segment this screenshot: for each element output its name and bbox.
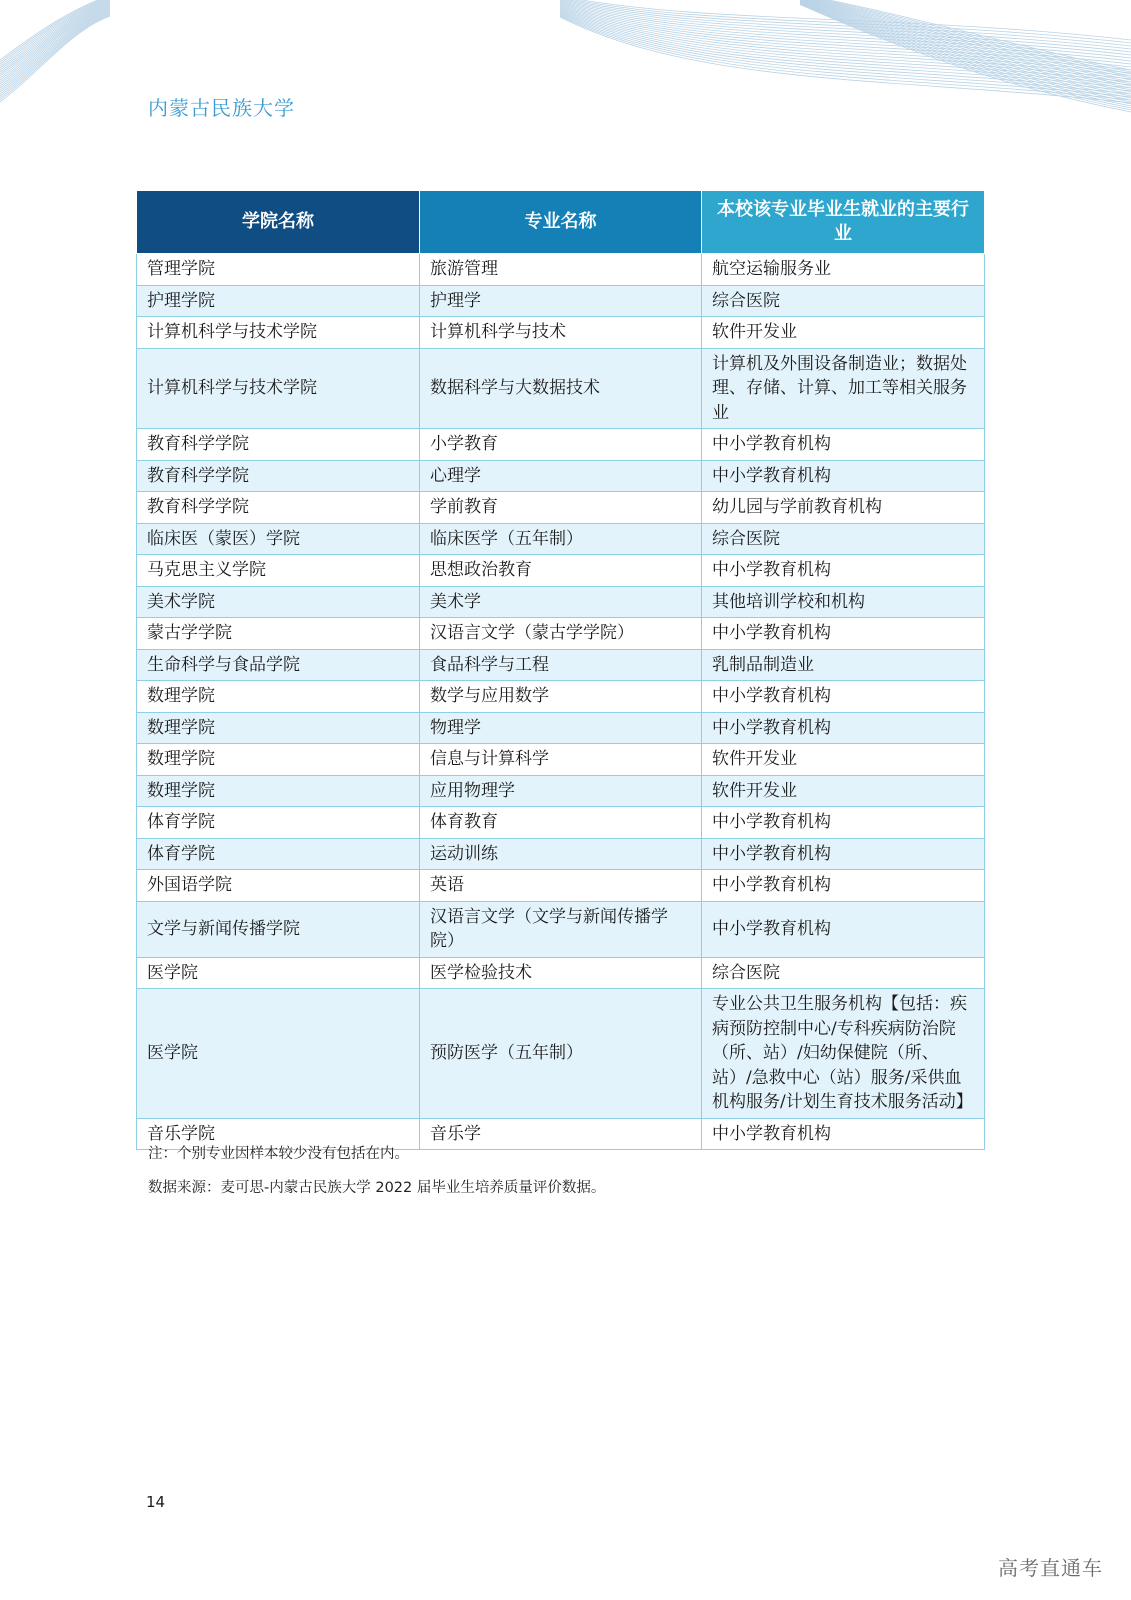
table-row bbox=[137, 901, 985, 957]
table-note: 注：个别专业因样本较少没有包括在内。 bbox=[148, 1146, 409, 1162]
table-row bbox=[137, 348, 985, 429]
cell-major: 临床医学（五年制） bbox=[420, 523, 702, 555]
table-row bbox=[137, 492, 985, 524]
table-row bbox=[137, 681, 985, 713]
page-number: 14 bbox=[146, 1493, 166, 1511]
table-row bbox=[137, 649, 985, 681]
cell-industry: 中小学教育机构 bbox=[702, 429, 985, 461]
table-row bbox=[137, 586, 985, 618]
cell-major: 物理学 bbox=[420, 712, 702, 744]
cell-industry: 中小学教育机构 bbox=[702, 681, 985, 713]
table-body bbox=[137, 254, 985, 1150]
table-row bbox=[137, 838, 985, 870]
cell-industry: 综合医院 bbox=[702, 957, 985, 989]
table-row bbox=[137, 870, 985, 902]
cell-industry: 计算机及外围设备制造业；数据处理、存储、计算、加工等相关服务业 bbox=[702, 348, 985, 429]
table-row bbox=[137, 957, 985, 989]
watermark-text: 高考直通车 bbox=[998, 1556, 1103, 1580]
cell-major: 小学教育 bbox=[420, 429, 702, 461]
table-row bbox=[137, 989, 985, 1119]
cell-college: 数理学院 bbox=[137, 681, 420, 713]
cell-major: 心理学 bbox=[420, 460, 702, 492]
cell-college: 数理学院 bbox=[137, 744, 420, 776]
cell-industry: 乳制品制造业 bbox=[702, 649, 985, 681]
cell-industry: 软件开发业 bbox=[702, 317, 985, 349]
cell-college: 外国语学院 bbox=[137, 870, 420, 902]
cell-industry: 综合医院 bbox=[702, 285, 985, 317]
cell-major: 英语 bbox=[420, 870, 702, 902]
table-row bbox=[137, 460, 985, 492]
table-header-row bbox=[137, 191, 985, 254]
cell-college: 教育科学学院 bbox=[137, 492, 420, 524]
cell-major: 护理学 bbox=[420, 285, 702, 317]
cell-major: 旅游管理 bbox=[420, 254, 702, 286]
cell-major: 汉语言文学（蒙古学学院） bbox=[420, 618, 702, 650]
cell-college: 音乐学院 bbox=[137, 1118, 420, 1150]
data-source-note: 数据来源：麦可思-内蒙古民族大学 2022 届毕业生培养质量评价数据。 bbox=[148, 1180, 606, 1196]
cell-major: 食品科学与工程 bbox=[420, 649, 702, 681]
cell-major: 应用物理学 bbox=[420, 775, 702, 807]
cell-college: 教育科学学院 bbox=[137, 429, 420, 461]
cell-industry: 中小学教育机构 bbox=[702, 901, 985, 957]
cell-major: 思想政治教育 bbox=[420, 555, 702, 587]
cell-college: 护理学院 bbox=[137, 285, 420, 317]
cell-major: 运动训练 bbox=[420, 838, 702, 870]
cell-major: 预防医学（五年制） bbox=[420, 989, 702, 1119]
cell-industry: 中小学教育机构 bbox=[702, 712, 985, 744]
cell-industry: 中小学教育机构 bbox=[702, 1118, 985, 1150]
cell-major: 音乐学 bbox=[420, 1118, 702, 1150]
cell-major: 数据科学与大数据技术 bbox=[420, 348, 702, 429]
cell-college: 管理学院 bbox=[137, 254, 420, 286]
header-college-name: 学院名称 bbox=[137, 191, 420, 254]
cell-industry: 软件开发业 bbox=[702, 744, 985, 776]
cell-major: 医学检验技术 bbox=[420, 957, 702, 989]
cell-industry: 中小学教育机构 bbox=[702, 870, 985, 902]
cell-industry: 中小学教育机构 bbox=[702, 618, 985, 650]
table-row bbox=[137, 807, 985, 839]
cell-industry: 中小学教育机构 bbox=[702, 460, 985, 492]
cell-college: 计算机科学与技术学院 bbox=[137, 317, 420, 349]
cell-college: 美术学院 bbox=[137, 586, 420, 618]
cell-major: 体育教育 bbox=[420, 807, 702, 839]
cell-industry: 其他培训学校和机构 bbox=[702, 586, 985, 618]
table-row bbox=[137, 254, 985, 286]
table-row bbox=[137, 775, 985, 807]
cell-industry: 中小学教育机构 bbox=[702, 807, 985, 839]
cell-major: 信息与计算科学 bbox=[420, 744, 702, 776]
cell-industry: 专业公共卫生服务机构【包括：疾病预防控制中心/专科疾病防治院（所、站）/妇幼保健院（所、站）/急救中心（站）服务/采供血机构服务/计划生育技术服务活动】 bbox=[702, 989, 985, 1119]
cell-college: 数理学院 bbox=[137, 775, 420, 807]
cell-college: 医学院 bbox=[137, 957, 420, 989]
header-main-industry: 本校该专业毕业生就业的主要行业 bbox=[702, 191, 985, 254]
header-major-name: 专业名称 bbox=[420, 191, 702, 254]
cell-industry: 航空运输服务业 bbox=[702, 254, 985, 286]
cell-college: 医学院 bbox=[137, 989, 420, 1119]
table-row bbox=[137, 712, 985, 744]
cell-college: 生命科学与食品学院 bbox=[137, 649, 420, 681]
cell-college: 文学与新闻传播学院 bbox=[137, 901, 420, 957]
table-row bbox=[137, 523, 985, 555]
cell-college: 教育科学学院 bbox=[137, 460, 420, 492]
cell-college: 马克思主义学院 bbox=[137, 555, 420, 587]
cell-college: 体育学院 bbox=[137, 807, 420, 839]
table-row bbox=[137, 555, 985, 587]
cell-major: 美术学 bbox=[420, 586, 702, 618]
cell-college: 计算机科学与技术学院 bbox=[137, 348, 420, 429]
cell-industry: 中小学教育机构 bbox=[702, 838, 985, 870]
table-row bbox=[137, 429, 985, 461]
cell-industry: 综合医院 bbox=[702, 523, 985, 555]
university-title: 内蒙古民族大学 bbox=[148, 96, 295, 120]
cell-major: 计算机科学与技术 bbox=[420, 317, 702, 349]
table-row bbox=[137, 285, 985, 317]
cell-major: 汉语言文学（文学与新闻传播学院） bbox=[420, 901, 702, 957]
table-row bbox=[137, 618, 985, 650]
cell-industry: 幼儿园与学前教育机构 bbox=[702, 492, 985, 524]
cell-major: 学前教育 bbox=[420, 492, 702, 524]
cell-industry: 软件开发业 bbox=[702, 775, 985, 807]
cell-industry: 中小学教育机构 bbox=[702, 555, 985, 587]
cell-major: 数学与应用数学 bbox=[420, 681, 702, 713]
table-row bbox=[137, 744, 985, 776]
table-row bbox=[137, 317, 985, 349]
cell-college: 临床医（蒙医）学院 bbox=[137, 523, 420, 555]
cell-college: 体育学院 bbox=[137, 838, 420, 870]
cell-college: 蒙古学学院 bbox=[137, 618, 420, 650]
cell-college: 数理学院 bbox=[137, 712, 420, 744]
employment-industry-table bbox=[136, 190, 985, 1150]
